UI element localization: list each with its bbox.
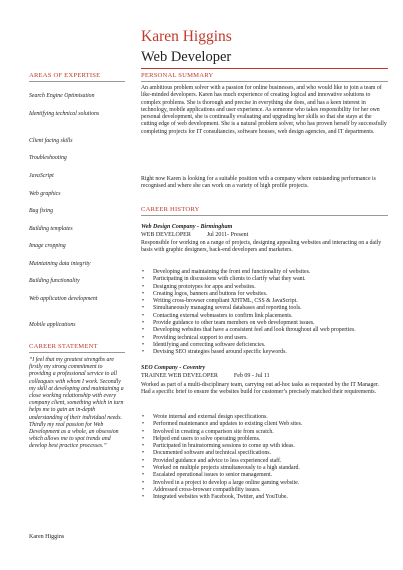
expertise-item: Building functionality <box>29 278 80 284</box>
expertise-item: Web graphics <box>29 191 61 197</box>
list-item: • Escalated operational issues to senior management. <box>149 472 396 479</box>
job-duties-list <box>141 269 396 357</box>
list-item: • Creating logos, banners and buttons for websites. <box>149 291 396 298</box>
job-role-line <box>141 373 270 379</box>
list-item: • Designing prototypes for apps and websites. <box>149 284 396 291</box>
expertise-item: Mobile applications <box>29 322 76 328</box>
list-item: • Provide guidance to other team members on web development issues. <box>149 320 396 327</box>
expertise-item: Client facing skills <box>29 138 73 144</box>
list-item: • Integrated websites with Facebook, Twitter, and YouTube. <box>149 494 396 501</box>
career-statement-heading: CAREER STATEMENT <box>29 343 98 350</box>
areas-of-expertise-rule <box>29 81 125 82</box>
job-dates: Jul 2011- Present <box>206 232 249 238</box>
list-item: • Helped end users to solve operating problems. <box>149 436 396 443</box>
job-description: Worked as part of a multi-disciplinary team, carrying out ad-hoc tasks as requested by the IT Manager. Had a specific brief to ensure the websites build for customer’s precisely matched their requirements. <box>141 382 379 396</box>
job-role: TRAINEE WEB DEVELOPER <box>141 373 218 379</box>
candidate-title: Web Developer <box>141 49 232 65</box>
expertise-item: Identifying technical solutions <box>29 111 100 117</box>
list-item: • Writing cross-browser compliant XHTML, CSS & JavaScript. <box>149 298 396 305</box>
expertise-item: Web application development <box>29 296 98 302</box>
list-item: • Devising SEO strategies based around specific keywords. <box>149 349 396 356</box>
job-role: WEB DEVELOPER <box>141 232 191 238</box>
list-item: • Developing websites that have a consistent feel and look throughout all web properties. <box>149 327 396 334</box>
list-item: • Wrote internal and external design specifications. <box>149 414 396 421</box>
expertise-item: Maintaining data integrity <box>29 261 91 267</box>
candidate-name: Karen Higgins <box>141 28 232 45</box>
list-item: • Providing technical support to end users. <box>149 335 396 342</box>
summary-paragraph: Right now Karen is looking for a suitable position with a company where outstanding performance is recognised and where she can work on a variety of high profile projects. <box>141 176 376 190</box>
job-description: Responsible for working on a range of projects, designing appealing websites and interacting on a daily basis with graphic designers, back-end developers and marketers. <box>141 240 382 254</box>
expertise-item: JavaScript <box>29 173 54 179</box>
list-item: • Worked on multiple projects simultaneously to a high standard. <box>149 465 396 472</box>
career-statement-text: “I feel that my greatest strengths are firstly my strong commitment to providing a professional service to all colleagues with whom I work. Secondly my skill at developing and maintaining a close working relationship with every company client, something which in turn helps me to gain an in-depth understanding of their individual needs. Thirdly my real passion for Web Development as a whole, an obsession which allows me to spot trends and develop best practice processes.” <box>29 357 124 450</box>
list-item: • Addressed cross-browser compatibility issues. <box>149 487 396 494</box>
career-history-heading: CAREER HISTORY <box>141 206 200 213</box>
list-item: • Performed maintenance and updates to existing client Web sites. <box>149 421 396 428</box>
signature-name: Karen Higgins <box>29 534 65 540</box>
list-item: • Involved in a project to develop a large online gaming website. <box>149 480 396 487</box>
expertise-item: Building templates <box>29 226 73 232</box>
expertise-item: Troubleshooting <box>29 155 67 161</box>
job-company: Web Design Company - Birmingham <box>141 224 233 230</box>
list-item: • Participating in discussions with clients to clarify what they want. <box>149 276 396 283</box>
list-item: • Identifying and correcting software deficiencies. <box>149 342 396 349</box>
job-company: SEO Company - Coventry <box>141 365 206 371</box>
list-item: • Participated in brainstorming sessions to come up with ideas. <box>149 443 396 450</box>
career-statement-rule <box>29 352 125 353</box>
summary-paragraph: An ambitious problem solver with a passion for online businesses, and who would like to join a team of like-minded developers. Karen has much experience of creating logical and innovative solutions to complex problems. She is thorough and precise in everything she does, and has a keen interest in technology, mobile applications and user experience. As someone who takes responsibility for her own personal development, she is continually evaluating and upgrading her skills so that she stays at the cutting edge of web development. She is a natural problem solver, who has proven herself by successfully completing projects for IT consultancies, software houses, web design agencies, and IT departments. <box>141 85 387 135</box>
list-item: • Contacting external webmasters to confirm link placements. <box>149 313 396 320</box>
job-role-line <box>141 232 248 238</box>
list-item: • Documented software and technical specifications. <box>149 450 396 457</box>
personal-summary-rule <box>141 81 388 82</box>
list-item: • Developing and maintaining the front end functionality of websites. <box>149 269 396 276</box>
career-history-rule <box>141 215 388 216</box>
personal-summary-heading: PERSONAL SUMMARY <box>141 72 214 79</box>
list-item: • Provided guidance and advice to less experienced staff. <box>149 458 396 465</box>
job-dates: Feb 09 - Jul 11 <box>233 373 270 379</box>
list-item: • Involved in creating a comparison site from scratch. <box>149 429 396 436</box>
job-duties-list <box>141 414 396 502</box>
areas-of-expertise-heading: AREAS OF EXPERTISE <box>29 72 101 79</box>
list-item: • Simultaneously managing several databases and reporting tools. <box>149 305 396 312</box>
header-divider <box>141 68 388 69</box>
expertise-item: Bug fixing <box>29 208 53 214</box>
expertise-item: Search Engine Optimisation <box>29 93 95 99</box>
expertise-item: Image cropping <box>29 243 66 249</box>
